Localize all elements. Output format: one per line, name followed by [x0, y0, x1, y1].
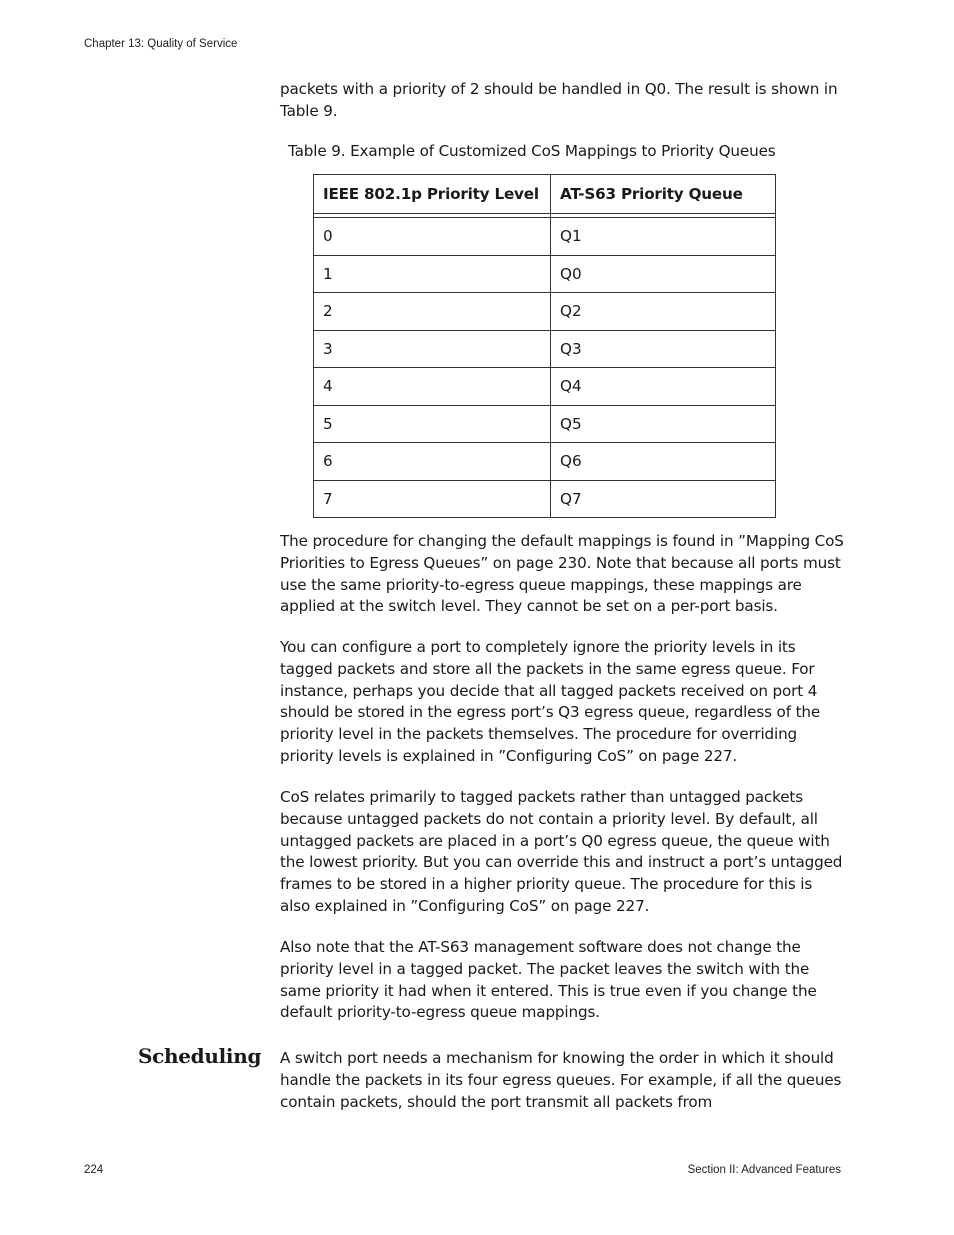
intro-text: packets with a priority of 2 should be handled in Q0. The result is shown in Table 9. — [280, 80, 838, 120]
priority-queue-cell: Q1 — [551, 218, 776, 256]
priority-queue-cell: Q6 — [551, 443, 776, 481]
paragraph-text: CoS relates primarily to tagged packets rather than untagged packets because untagged packets do not contain a priority level. By default, all untagged packets are placed in a port’s Q0 egress queue, the queue with the lowest priority. But you can override this and instruct a port’s untagged frames to be stored in a higher priority queue. The procedure for this is also explained in ”Configuring CoS” on page 227. — [280, 788, 843, 915]
scheduling-paragraph — [280, 1048, 846, 1113]
priority-queue-cell: Q7 — [551, 480, 776, 518]
priority-level-cell: 5 — [314, 405, 551, 443]
column-header-priority-level: IEEE 802.1p Priority Level — [314, 175, 551, 214]
priority-queue-cell: Q5 — [551, 405, 776, 443]
table-row — [314, 480, 776, 518]
priority-level-cell: 3 — [314, 330, 551, 368]
column-header-priority-queue: AT-S63 Priority Queue — [551, 175, 776, 214]
priority-queue-cell: Q3 — [551, 330, 776, 368]
paragraph-text: Also note that the AT-S63 management software does not change the priority level in a tagged packet. The packet leaves the switch with the same priority it had when it entered. This is true even if you change the default priority-to-egress queue mappings. — [280, 938, 817, 1022]
table-row — [314, 293, 776, 331]
table-row — [314, 255, 776, 293]
body-paragraph — [280, 787, 846, 918]
table-row — [314, 443, 776, 481]
table-row — [314, 218, 776, 256]
priority-level-cell: 7 — [314, 480, 551, 518]
priority-mapping-table — [313, 174, 776, 518]
paragraph-text: A switch port needs a mechanism for knowing the order in which it should handle the packets in its four egress queues. For example, if all the queues contain packets, should the port transmit all packets from — [280, 1049, 842, 1111]
section-heading-scheduling: Scheduling — [138, 1044, 262, 1068]
table-row — [314, 330, 776, 368]
paragraph-text: The procedure for changing the default mappings is found in ”Mapping CoS Priorities to Egress Queues” on page 230. Note that because all ports must use the same priority-to-egress queue mappings, these mappings are applied at the switch level. They cannot be set on a per-port basis. — [280, 532, 844, 616]
priority-level-cell: 2 — [314, 293, 551, 331]
intro-paragraph — [280, 79, 846, 123]
running-header: Chapter 13: Quality of Service — [84, 38, 238, 50]
body-paragraph — [280, 637, 846, 768]
priority-level-cell: 0 — [314, 218, 551, 256]
running-footer-section: Section II: Advanced Features — [687, 1164, 841, 1176]
priority-queue-cell: Q0 — [551, 255, 776, 293]
priority-queue-cell: Q4 — [551, 368, 776, 406]
table-row — [314, 368, 776, 406]
table-caption: Table 9. Example of Customized CoS Mappings to Priority Queues — [288, 142, 776, 160]
body-paragraph — [280, 531, 846, 618]
body-paragraph — [280, 937, 846, 1024]
priority-level-cell: 4 — [314, 368, 551, 406]
priority-level-cell: 6 — [314, 443, 551, 481]
table-row — [314, 405, 776, 443]
table-header-row — [314, 175, 776, 214]
page-number: 224 — [84, 1164, 104, 1176]
priority-level-cell: 1 — [314, 255, 551, 293]
priority-queue-cell: Q2 — [551, 293, 776, 331]
paragraph-text: You can configure a port to completely ignore the priority levels in its tagged packets and store all the packets in the same egress queue. For instance, perhaps you decide that all tagged packets received on port 4 should be stored in the egress port’s Q3 egress queue, regardless of the priority level in the packets themselves. The procedure for overriding priority levels is explained in ”Configuring CoS” on page 227. — [280, 638, 821, 765]
